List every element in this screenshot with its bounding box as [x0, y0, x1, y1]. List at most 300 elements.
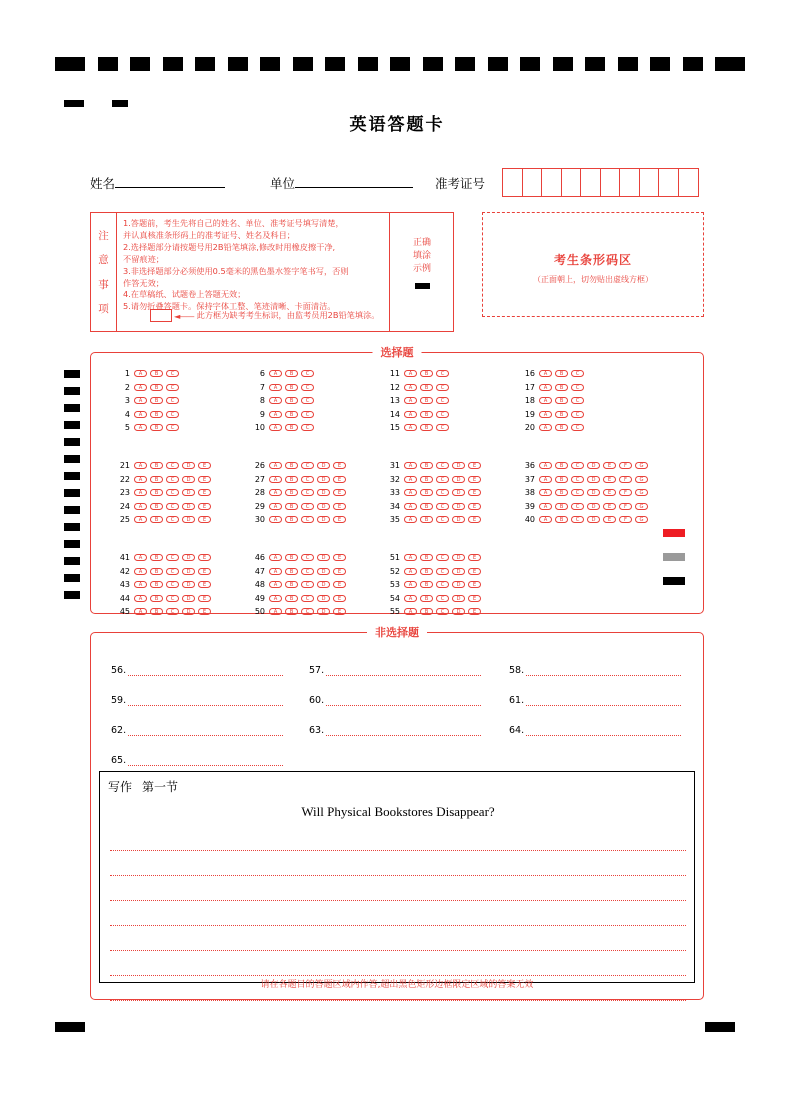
answer-bubble-a[interactable]: A — [134, 489, 147, 496]
answer-bubble-c[interactable]: C — [166, 581, 179, 588]
answer-row[interactable] — [383, 367, 452, 381]
answer-bubble-a[interactable]: A — [134, 370, 147, 377]
answer-bubble-d[interactable]: D — [587, 503, 600, 510]
answer-bubble-e[interactable]: E — [468, 462, 481, 469]
answer-row[interactable] — [113, 578, 214, 592]
answer-row[interactable] — [383, 394, 452, 408]
answer-bubble-c[interactable]: C — [571, 503, 584, 510]
answer-bubble-d[interactable]: D — [317, 516, 330, 523]
answer-bubble-b[interactable]: B — [420, 608, 433, 615]
answer-bubble-b[interactable]: B — [150, 370, 163, 377]
answer-bubble-e[interactable]: E — [333, 608, 346, 615]
answer-bubble-c[interactable]: C — [436, 489, 449, 496]
answer-bubble-d[interactable]: D — [182, 595, 195, 602]
answer-bubble-a[interactable]: A — [404, 568, 417, 575]
answer-bubble-a[interactable]: A — [404, 397, 417, 404]
answer-row[interactable] — [248, 513, 349, 527]
answer-bubble-g[interactable]: G — [635, 462, 648, 469]
answer-bubble-d[interactable]: D — [452, 581, 465, 588]
exam-number-cell[interactable] — [601, 169, 621, 196]
exam-number-cell[interactable] — [659, 169, 679, 196]
answer-bubble-a[interactable]: A — [404, 516, 417, 523]
answer-bubble-c[interactable]: C — [166, 384, 179, 391]
answer-bubble-c[interactable]: C — [166, 370, 179, 377]
answer-bubble-a[interactable]: A — [134, 397, 147, 404]
answer-bubble-g[interactable]: G — [635, 476, 648, 483]
short-answer-line[interactable] — [509, 725, 681, 736]
answer-bubble-b[interactable]: B — [420, 516, 433, 523]
answer-bubble-c[interactable]: C — [436, 595, 449, 602]
answer-bubble-c[interactable]: C — [166, 568, 179, 575]
answer-bubble-e[interactable]: E — [603, 503, 616, 510]
answer-row[interactable] — [383, 551, 484, 565]
exam-number-cell[interactable] — [640, 169, 660, 196]
answer-bubble-c[interactable]: C — [436, 476, 449, 483]
answer-row[interactable] — [113, 408, 182, 422]
answer-bubble-b[interactable]: B — [420, 503, 433, 510]
answer-bubble-a[interactable]: A — [134, 411, 147, 418]
answer-bubble-a[interactable]: A — [269, 462, 282, 469]
answer-bubble-e[interactable]: E — [198, 581, 211, 588]
answer-bubble-c[interactable]: C — [301, 608, 314, 615]
answer-bubble-a[interactable]: A — [134, 384, 147, 391]
answer-row[interactable] — [518, 394, 587, 408]
answer-bubble-b[interactable]: B — [555, 503, 568, 510]
answer-row[interactable] — [518, 473, 651, 487]
answer-bubble-a[interactable]: A — [539, 462, 552, 469]
answer-row[interactable] — [518, 421, 587, 435]
answer-bubble-e[interactable]: E — [333, 489, 346, 496]
answer-row[interactable] — [518, 486, 651, 500]
answer-bubble-e[interactable]: E — [333, 568, 346, 575]
answer-bubble-a[interactable]: A — [404, 384, 417, 391]
answer-bubble-c[interactable]: C — [571, 516, 584, 523]
short-answer-line[interactable] — [309, 665, 481, 676]
answer-bubble-a[interactable]: A — [404, 370, 417, 377]
answer-bubble-e[interactable]: E — [603, 489, 616, 496]
answer-bubble-a[interactable]: A — [269, 516, 282, 523]
answer-write-line[interactable] — [128, 666, 283, 676]
answer-row[interactable] — [518, 381, 587, 395]
answer-bubble-c[interactable]: C — [166, 608, 179, 615]
answer-bubble-e[interactable]: E — [198, 489, 211, 496]
answer-write-line[interactable] — [326, 726, 481, 736]
answer-row[interactable] — [383, 459, 484, 473]
exam-number-cell[interactable] — [542, 169, 562, 196]
answer-bubble-b[interactable]: B — [285, 397, 298, 404]
answer-bubble-g[interactable]: G — [635, 503, 648, 510]
answer-bubble-c[interactable]: C — [166, 489, 179, 496]
exam-number-cell[interactable] — [562, 169, 582, 196]
answer-bubble-a[interactable]: A — [404, 462, 417, 469]
answer-bubble-d[interactable]: D — [317, 476, 330, 483]
answer-row[interactable] — [113, 394, 182, 408]
answer-bubble-e[interactable]: E — [468, 554, 481, 561]
answer-bubble-c[interactable]: C — [301, 476, 314, 483]
answer-bubble-b[interactable]: B — [285, 411, 298, 418]
answer-row[interactable] — [383, 486, 484, 500]
answer-bubble-c[interactable]: C — [436, 516, 449, 523]
answer-bubble-b[interactable]: B — [420, 424, 433, 431]
answer-row[interactable] — [248, 367, 317, 381]
answer-bubble-e[interactable]: E — [333, 595, 346, 602]
exam-number-cell[interactable] — [679, 169, 699, 196]
answer-bubble-a[interactable]: A — [539, 384, 552, 391]
answer-bubble-e[interactable]: E — [198, 462, 211, 469]
answer-row[interactable] — [113, 486, 214, 500]
answer-bubble-d[interactable]: D — [452, 568, 465, 575]
answer-bubble-a[interactable]: A — [539, 411, 552, 418]
answer-row[interactable] — [113, 500, 214, 514]
name-input-line[interactable] — [115, 174, 225, 188]
answer-bubble-b[interactable]: B — [285, 462, 298, 469]
answer-bubble-c[interactable]: C — [301, 516, 314, 523]
answer-row[interactable] — [383, 565, 484, 579]
answer-bubble-d[interactable]: D — [452, 462, 465, 469]
answer-bubble-c[interactable]: C — [571, 384, 584, 391]
answer-bubble-a[interactable]: A — [134, 503, 147, 510]
answer-row[interactable] — [518, 500, 651, 514]
name-field[interactable] — [90, 174, 225, 192]
answer-bubble-a[interactable]: A — [134, 476, 147, 483]
answer-bubble-b[interactable]: B — [285, 568, 298, 575]
answer-bubble-c[interactable]: C — [301, 568, 314, 575]
answer-bubble-c[interactable]: C — [436, 424, 449, 431]
answer-row[interactable] — [248, 408, 317, 422]
answer-bubble-a[interactable]: A — [404, 424, 417, 431]
exam-number-cell[interactable] — [581, 169, 601, 196]
answer-row[interactable] — [383, 408, 452, 422]
answer-bubble-b[interactable]: B — [555, 489, 568, 496]
answer-bubble-a[interactable]: A — [539, 370, 552, 377]
answer-bubble-d[interactable]: D — [452, 516, 465, 523]
answer-bubble-a[interactable]: A — [134, 554, 147, 561]
answer-bubble-c[interactable]: C — [436, 411, 449, 418]
answer-bubble-a[interactable]: A — [539, 503, 552, 510]
answer-bubble-d[interactable]: D — [452, 608, 465, 615]
answer-bubble-b[interactable]: B — [285, 476, 298, 483]
answer-row[interactable] — [248, 500, 349, 514]
answer-bubble-e[interactable]: E — [333, 503, 346, 510]
absent-marker-box[interactable] — [150, 309, 172, 322]
answer-bubble-c[interactable]: C — [301, 489, 314, 496]
answer-row[interactable] — [113, 473, 214, 487]
answer-bubble-c[interactable]: C — [436, 397, 449, 404]
answer-bubble-a[interactable]: A — [539, 476, 552, 483]
answer-bubble-e[interactable]: E — [198, 554, 211, 561]
answer-bubble-d[interactable]: D — [317, 462, 330, 469]
answer-bubble-c[interactable]: C — [436, 581, 449, 588]
answer-bubble-d[interactable]: D — [452, 503, 465, 510]
answer-bubble-b[interactable]: B — [150, 411, 163, 418]
answer-write-line[interactable] — [128, 756, 283, 766]
answer-bubble-a[interactable]: A — [269, 397, 282, 404]
answer-write-line[interactable] — [326, 696, 481, 706]
answer-bubble-c[interactable]: C — [166, 476, 179, 483]
answer-bubble-c[interactable]: C — [301, 370, 314, 377]
answer-row[interactable] — [248, 486, 349, 500]
answer-bubble-e[interactable]: E — [468, 476, 481, 483]
answer-row[interactable] — [113, 367, 182, 381]
answer-row[interactable] — [113, 513, 214, 527]
answer-bubble-d[interactable]: D — [587, 476, 600, 483]
answer-row[interactable] — [383, 605, 484, 619]
answer-bubble-e[interactable]: E — [198, 595, 211, 602]
answer-bubble-e[interactable]: E — [198, 516, 211, 523]
answer-row[interactable] — [113, 592, 214, 606]
answer-bubble-e[interactable]: E — [468, 489, 481, 496]
answer-bubble-d[interactable]: D — [317, 489, 330, 496]
essay-line[interactable] — [110, 901, 686, 926]
answer-write-line[interactable] — [526, 726, 681, 736]
answer-bubble-b[interactable]: B — [150, 608, 163, 615]
answer-bubble-b[interactable]: B — [555, 476, 568, 483]
answer-bubble-d[interactable]: D — [587, 462, 600, 469]
answer-bubble-b[interactable]: B — [555, 370, 568, 377]
answer-write-line[interactable] — [326, 666, 481, 676]
answer-bubble-b[interactable]: B — [420, 581, 433, 588]
answer-bubble-a[interactable]: A — [269, 411, 282, 418]
answer-row[interactable] — [113, 421, 182, 435]
answer-bubble-c[interactable]: C — [436, 568, 449, 575]
answer-bubble-f[interactable]: F — [619, 462, 632, 469]
answer-bubble-a[interactable]: A — [134, 424, 147, 431]
answer-bubble-b[interactable]: B — [285, 424, 298, 431]
answer-bubble-d[interactable]: D — [587, 489, 600, 496]
answer-bubble-c[interactable]: C — [436, 384, 449, 391]
answer-bubble-d[interactable]: D — [317, 503, 330, 510]
answer-bubble-e[interactable]: E — [468, 595, 481, 602]
answer-row[interactable] — [113, 605, 214, 619]
answer-bubble-f[interactable]: F — [619, 489, 632, 496]
answer-bubble-e[interactable]: E — [198, 568, 211, 575]
answer-bubble-e[interactable]: E — [468, 516, 481, 523]
answer-bubble-c[interactable]: C — [166, 462, 179, 469]
answer-bubble-c[interactable]: C — [571, 397, 584, 404]
answer-row[interactable] — [383, 500, 484, 514]
answer-row[interactable] — [383, 592, 484, 606]
answer-bubble-e[interactable]: E — [198, 503, 211, 510]
short-answer-line[interactable] — [111, 695, 283, 706]
answer-bubble-b[interactable]: B — [285, 608, 298, 615]
answer-bubble-b[interactable]: B — [150, 554, 163, 561]
answer-bubble-b[interactable]: B — [420, 489, 433, 496]
answer-bubble-c[interactable]: C — [166, 516, 179, 523]
short-answer-line[interactable] — [509, 695, 681, 706]
short-answer-line[interactable] — [111, 725, 283, 736]
answer-bubble-b[interactable]: B — [150, 476, 163, 483]
essay-line[interactable] — [110, 826, 686, 851]
answer-bubble-g[interactable]: G — [635, 489, 648, 496]
answer-bubble-a[interactable]: A — [269, 476, 282, 483]
answer-bubble-a[interactable]: A — [134, 608, 147, 615]
answer-bubble-b[interactable]: B — [285, 370, 298, 377]
answer-bubble-d[interactable]: D — [587, 516, 600, 523]
exam-number-cell[interactable] — [523, 169, 543, 196]
answer-bubble-a[interactable]: A — [269, 424, 282, 431]
answer-bubble-b[interactable]: B — [150, 568, 163, 575]
answer-bubble-a[interactable]: A — [404, 581, 417, 588]
short-answer-line[interactable] — [111, 755, 283, 766]
essay-line[interactable] — [110, 926, 686, 951]
unit-field[interactable] — [270, 174, 413, 192]
answer-row[interactable] — [518, 459, 651, 473]
answer-bubble-b[interactable]: B — [150, 516, 163, 523]
answer-bubble-c[interactable]: C — [301, 554, 314, 561]
answer-bubble-e[interactable]: E — [198, 476, 211, 483]
answer-bubble-b[interactable]: B — [285, 489, 298, 496]
answer-bubble-c[interactable]: C — [571, 462, 584, 469]
answer-bubble-b[interactable]: B — [150, 503, 163, 510]
exam-number-cell[interactable] — [503, 169, 523, 196]
answer-bubble-d[interactable]: D — [452, 595, 465, 602]
answer-bubble-d[interactable]: D — [182, 503, 195, 510]
answer-bubble-a[interactable]: A — [404, 503, 417, 510]
answer-row[interactable] — [383, 381, 452, 395]
answer-bubble-d[interactable]: D — [182, 516, 195, 523]
answer-bubble-e[interactable]: E — [333, 462, 346, 469]
answer-bubble-b[interactable]: B — [420, 397, 433, 404]
answer-bubble-e[interactable]: E — [333, 476, 346, 483]
answer-bubble-b[interactable]: B — [285, 384, 298, 391]
answer-row[interactable] — [113, 565, 214, 579]
answer-bubble-d[interactable]: D — [317, 581, 330, 588]
answer-bubble-c[interactable]: C — [571, 424, 584, 431]
answer-bubble-c[interactable]: C — [301, 462, 314, 469]
answer-bubble-a[interactable]: A — [269, 489, 282, 496]
answer-bubble-d[interactable]: D — [317, 595, 330, 602]
answer-bubble-c[interactable]: C — [166, 424, 179, 431]
answer-bubble-a[interactable]: A — [539, 489, 552, 496]
answer-bubble-b[interactable]: B — [285, 554, 298, 561]
answer-bubble-b[interactable]: B — [555, 424, 568, 431]
answer-row[interactable] — [248, 473, 349, 487]
exam-number-cell[interactable] — [620, 169, 640, 196]
answer-bubble-b[interactable]: B — [150, 581, 163, 588]
answer-bubble-f[interactable]: F — [619, 476, 632, 483]
answer-row[interactable] — [113, 459, 214, 473]
answer-bubble-b[interactable]: B — [420, 370, 433, 377]
answer-bubble-b[interactable]: B — [150, 424, 163, 431]
answer-row[interactable] — [113, 551, 214, 565]
answer-bubble-d[interactable]: D — [317, 608, 330, 615]
answer-row[interactable] — [248, 394, 317, 408]
answer-bubble-b[interactable]: B — [555, 384, 568, 391]
answer-bubble-e[interactable]: E — [333, 516, 346, 523]
answer-bubble-b[interactable]: B — [555, 516, 568, 523]
answer-bubble-b[interactable]: B — [150, 489, 163, 496]
answer-bubble-c[interactable]: C — [436, 370, 449, 377]
answer-bubble-e[interactable]: E — [468, 568, 481, 575]
answer-bubble-b[interactable]: B — [285, 503, 298, 510]
short-answer-line[interactable] — [111, 665, 283, 676]
answer-bubble-b[interactable]: B — [150, 397, 163, 404]
answer-bubble-b[interactable]: B — [555, 462, 568, 469]
answer-bubble-a[interactable]: A — [404, 554, 417, 561]
answer-row[interactable] — [248, 592, 349, 606]
essay-line[interactable] — [110, 876, 686, 901]
answer-bubble-b[interactable]: B — [150, 384, 163, 391]
answer-bubble-g[interactable]: G — [635, 516, 648, 523]
answer-bubble-f[interactable]: F — [619, 503, 632, 510]
answer-bubble-d[interactable]: D — [452, 476, 465, 483]
answer-bubble-b[interactable]: B — [285, 581, 298, 588]
answer-bubble-c[interactable]: C — [301, 411, 314, 418]
answer-bubble-a[interactable]: A — [269, 370, 282, 377]
answer-bubble-b[interactable]: B — [285, 595, 298, 602]
answer-row[interactable] — [248, 459, 349, 473]
answer-bubble-c[interactable]: C — [301, 503, 314, 510]
answer-write-line[interactable] — [526, 696, 681, 706]
answer-bubble-b[interactable]: B — [555, 411, 568, 418]
answer-bubble-c[interactable]: C — [571, 476, 584, 483]
answer-bubble-b[interactable]: B — [420, 476, 433, 483]
answer-row[interactable] — [383, 473, 484, 487]
answer-bubble-c[interactable]: C — [166, 503, 179, 510]
answer-bubble-d[interactable]: D — [182, 608, 195, 615]
answer-bubble-c[interactable]: C — [301, 581, 314, 588]
answer-bubble-d[interactable]: D — [182, 489, 195, 496]
answer-bubble-a[interactable]: A — [539, 516, 552, 523]
exam-number-boxes[interactable] — [502, 168, 699, 197]
answer-bubble-b[interactable]: B — [150, 595, 163, 602]
essay-line[interactable] — [110, 951, 686, 976]
answer-bubble-d[interactable]: D — [182, 554, 195, 561]
short-answer-line[interactable] — [509, 665, 681, 676]
answer-bubble-c[interactable]: C — [166, 595, 179, 602]
answer-bubble-c[interactable]: C — [436, 554, 449, 561]
answer-write-line[interactable] — [526, 666, 681, 676]
answer-row[interactable] — [518, 408, 587, 422]
answer-bubble-b[interactable]: B — [420, 554, 433, 561]
answer-bubble-e[interactable]: E — [333, 554, 346, 561]
answer-bubble-c[interactable]: C — [571, 370, 584, 377]
answer-bubble-e[interactable]: E — [468, 503, 481, 510]
answer-bubble-a[interactable]: A — [269, 554, 282, 561]
answer-row[interactable] — [248, 551, 349, 565]
answer-bubble-b[interactable]: B — [150, 462, 163, 469]
answer-bubble-c[interactable]: C — [301, 595, 314, 602]
answer-bubble-d[interactable]: D — [452, 554, 465, 561]
answer-bubble-a[interactable]: A — [134, 581, 147, 588]
answer-bubble-c[interactable]: C — [571, 411, 584, 418]
answer-bubble-c[interactable]: C — [166, 411, 179, 418]
answer-bubble-c[interactable]: C — [301, 397, 314, 404]
answer-bubble-b[interactable]: B — [420, 595, 433, 602]
answer-row[interactable] — [248, 381, 317, 395]
answer-row[interactable] — [248, 605, 349, 619]
unit-input-line[interactable] — [295, 174, 413, 188]
answer-bubble-a[interactable]: A — [539, 397, 552, 404]
answer-bubble-f[interactable]: F — [619, 516, 632, 523]
answer-row[interactable] — [518, 513, 651, 527]
answer-bubble-a[interactable]: A — [539, 424, 552, 431]
answer-bubble-d[interactable]: D — [452, 489, 465, 496]
answer-bubble-a[interactable]: A — [134, 462, 147, 469]
essay-writing-lines[interactable] — [110, 826, 686, 1001]
answer-bubble-a[interactable]: A — [134, 568, 147, 575]
answer-bubble-c[interactable]: C — [436, 462, 449, 469]
answer-bubble-d[interactable]: D — [317, 554, 330, 561]
answer-bubble-a[interactable]: A — [269, 503, 282, 510]
answer-bubble-d[interactable]: D — [182, 462, 195, 469]
answer-row[interactable] — [248, 565, 349, 579]
answer-bubble-e[interactable]: E — [603, 476, 616, 483]
answer-bubble-a[interactable]: A — [134, 516, 147, 523]
answer-bubble-a[interactable]: A — [269, 384, 282, 391]
answer-bubble-b[interactable]: B — [555, 397, 568, 404]
answer-bubble-e[interactable]: E — [468, 608, 481, 615]
